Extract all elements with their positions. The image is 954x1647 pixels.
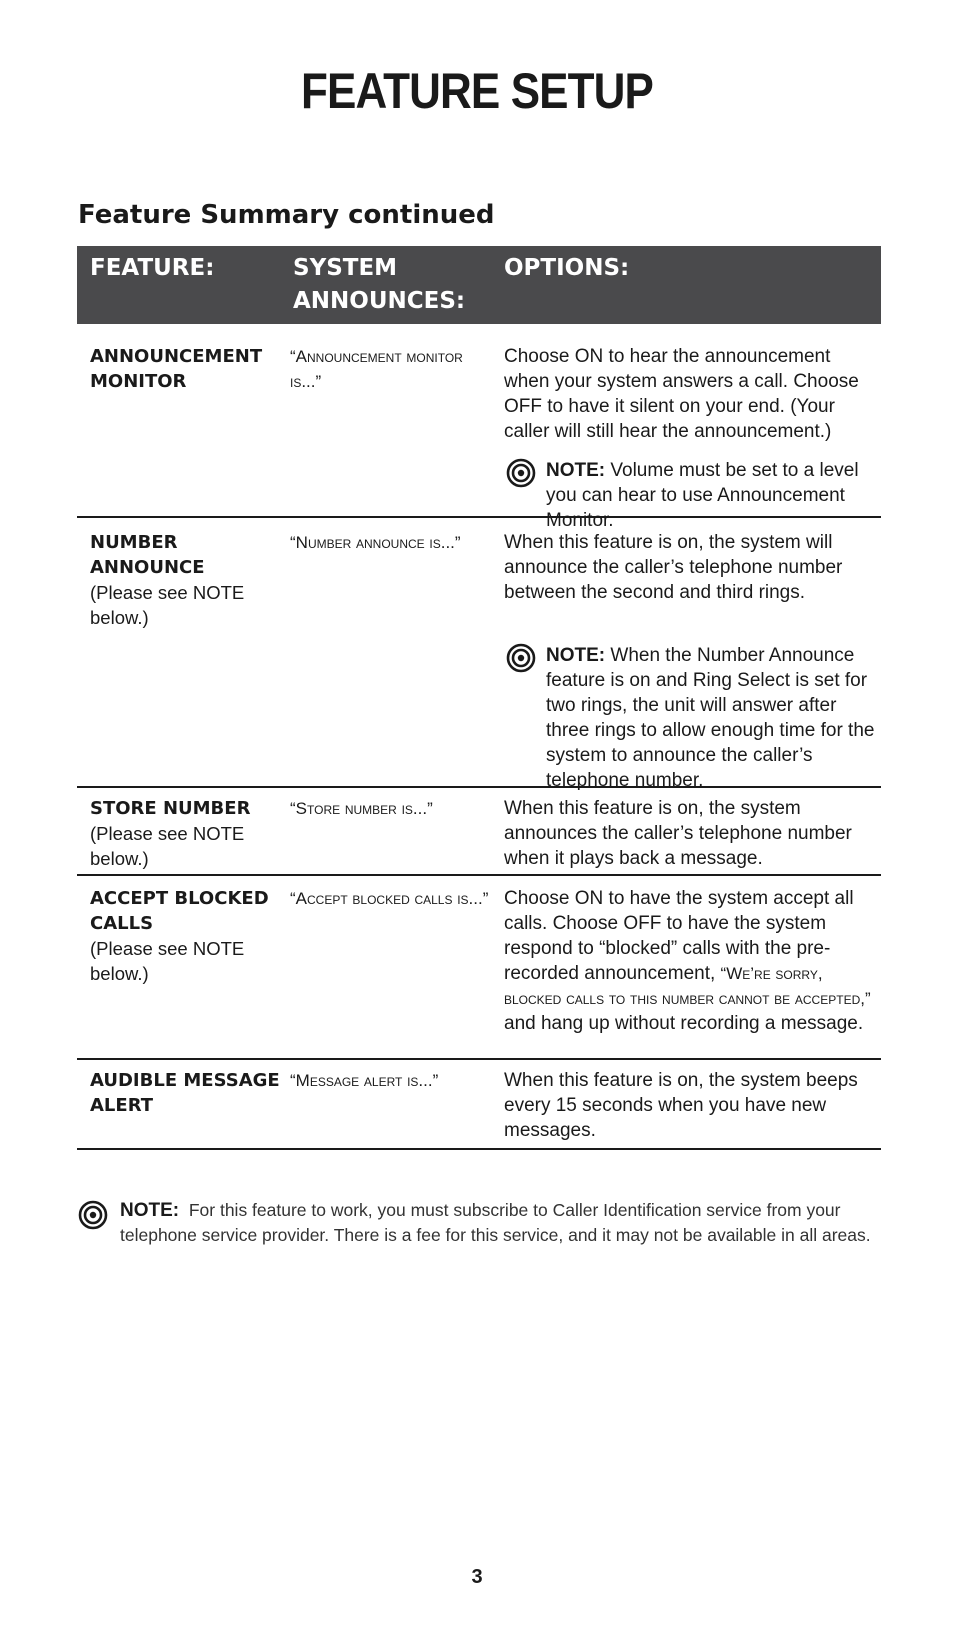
options-cell — [504, 344, 879, 533]
feature-name-cell — [90, 344, 290, 394]
feature-name: AUDIBLE MESSAGE ALERT — [90, 1070, 280, 1116]
header-feature: FEATURE: — [90, 255, 215, 281]
target-note-icon — [506, 458, 536, 488]
options-cell — [504, 530, 879, 793]
system-announcement: “Announcement monitor is...” — [290, 347, 463, 391]
system-announces-cell — [290, 1068, 495, 1093]
options-cell — [504, 1068, 879, 1143]
options-announcement-quote: “We’re sorry, blocked calls to this number cannot be accepted,” — [504, 964, 871, 1008]
feature-name-cell — [90, 530, 290, 630]
system-announces-cell — [290, 344, 495, 394]
system-announcement: “Accept blocked calls is...” — [290, 889, 489, 908]
header-system-announces: SYSTEM ANNOUNCES: — [293, 255, 466, 314]
table-row — [77, 518, 881, 791]
system-announces-cell — [290, 796, 495, 821]
table-row — [77, 876, 881, 1060]
feature-name-cell — [90, 1068, 290, 1118]
table-row — [77, 1060, 881, 1150]
options-text: When this feature is on, the system beeps every 15 seconds when you have new messages. — [504, 1070, 858, 1141]
options-cell — [504, 886, 879, 1036]
footnote-text: For this feature to work, you must subscribe to Caller Identification service from your telephone service provider. There is a fee for this service, and it may not be available in all areas. — [120, 1200, 871, 1245]
table-row — [77, 788, 881, 876]
header-options: OPTIONS: — [504, 255, 630, 281]
target-note-icon — [506, 643, 536, 673]
note-text: Volume must be set to a level you can hear to use Announcement Monitor. — [546, 460, 859, 531]
feature-note: (Please see NOTE below.) — [90, 582, 245, 628]
section-title: Feature Summary continued — [78, 200, 495, 230]
note-label: NOTE: — [546, 460, 606, 481]
options-text-end: and hang up without recording a message. — [504, 1013, 864, 1034]
feature-name: ACCEPT BLOCKED CALLS — [90, 888, 269, 934]
options-text: Choose ON to hear the announcement when your system answers a call. Choose OFF to have it silent on your end. (Your caller will still hear the announcement.) — [504, 346, 859, 442]
options-text: Choose ON to have the system accept all calls. Choose OFF to have the system respond to “blocked” calls with the pre-recorded announcement, — [504, 888, 854, 984]
feature-note: (Please see NOTE below.) — [90, 823, 245, 869]
inline-note — [504, 643, 879, 793]
system-announces-cell — [290, 530, 495, 555]
options-text: When this feature is on, the system will announce the caller’s telephone number between the second and third rings. — [504, 532, 843, 603]
table-header — [77, 246, 881, 324]
page-number: 3 — [471, 1566, 483, 1588]
target-note-icon — [78, 1200, 108, 1230]
feature-name: ANNOUNCEMENT MONITOR — [90, 346, 263, 392]
page-title: FEATURE SETUP — [301, 63, 653, 119]
footnote — [78, 1198, 900, 1248]
table-row — [77, 324, 881, 531]
system-announcement: “Message alert is...” — [290, 1071, 439, 1090]
note-text: When the Number Announce feature is on and Ring Select is set for two rings, the unit will answer after three rings to allow enough time for the system to announce the caller’s telephone number. — [546, 645, 875, 791]
options-cell — [504, 796, 879, 871]
options-text: When this feature is on, the system announces the caller’s telephone number when it plays back a message. — [504, 798, 852, 869]
system-announces-cell — [290, 886, 495, 911]
feature-note: (Please see NOTE below.) — [90, 938, 245, 984]
feature-name-cell — [90, 796, 290, 871]
feature-name: NUMBER ANNOUNCE — [90, 532, 205, 578]
system-announcement: “Number announce is...” — [290, 533, 461, 552]
feature-table — [77, 246, 881, 1150]
note-label: NOTE: — [546, 645, 606, 666]
footnote-label: NOTE: — [120, 1200, 180, 1221]
feature-name: STORE NUMBER — [90, 798, 251, 819]
system-announcement: “Store number is...” — [290, 799, 433, 818]
feature-name-cell — [90, 886, 290, 986]
